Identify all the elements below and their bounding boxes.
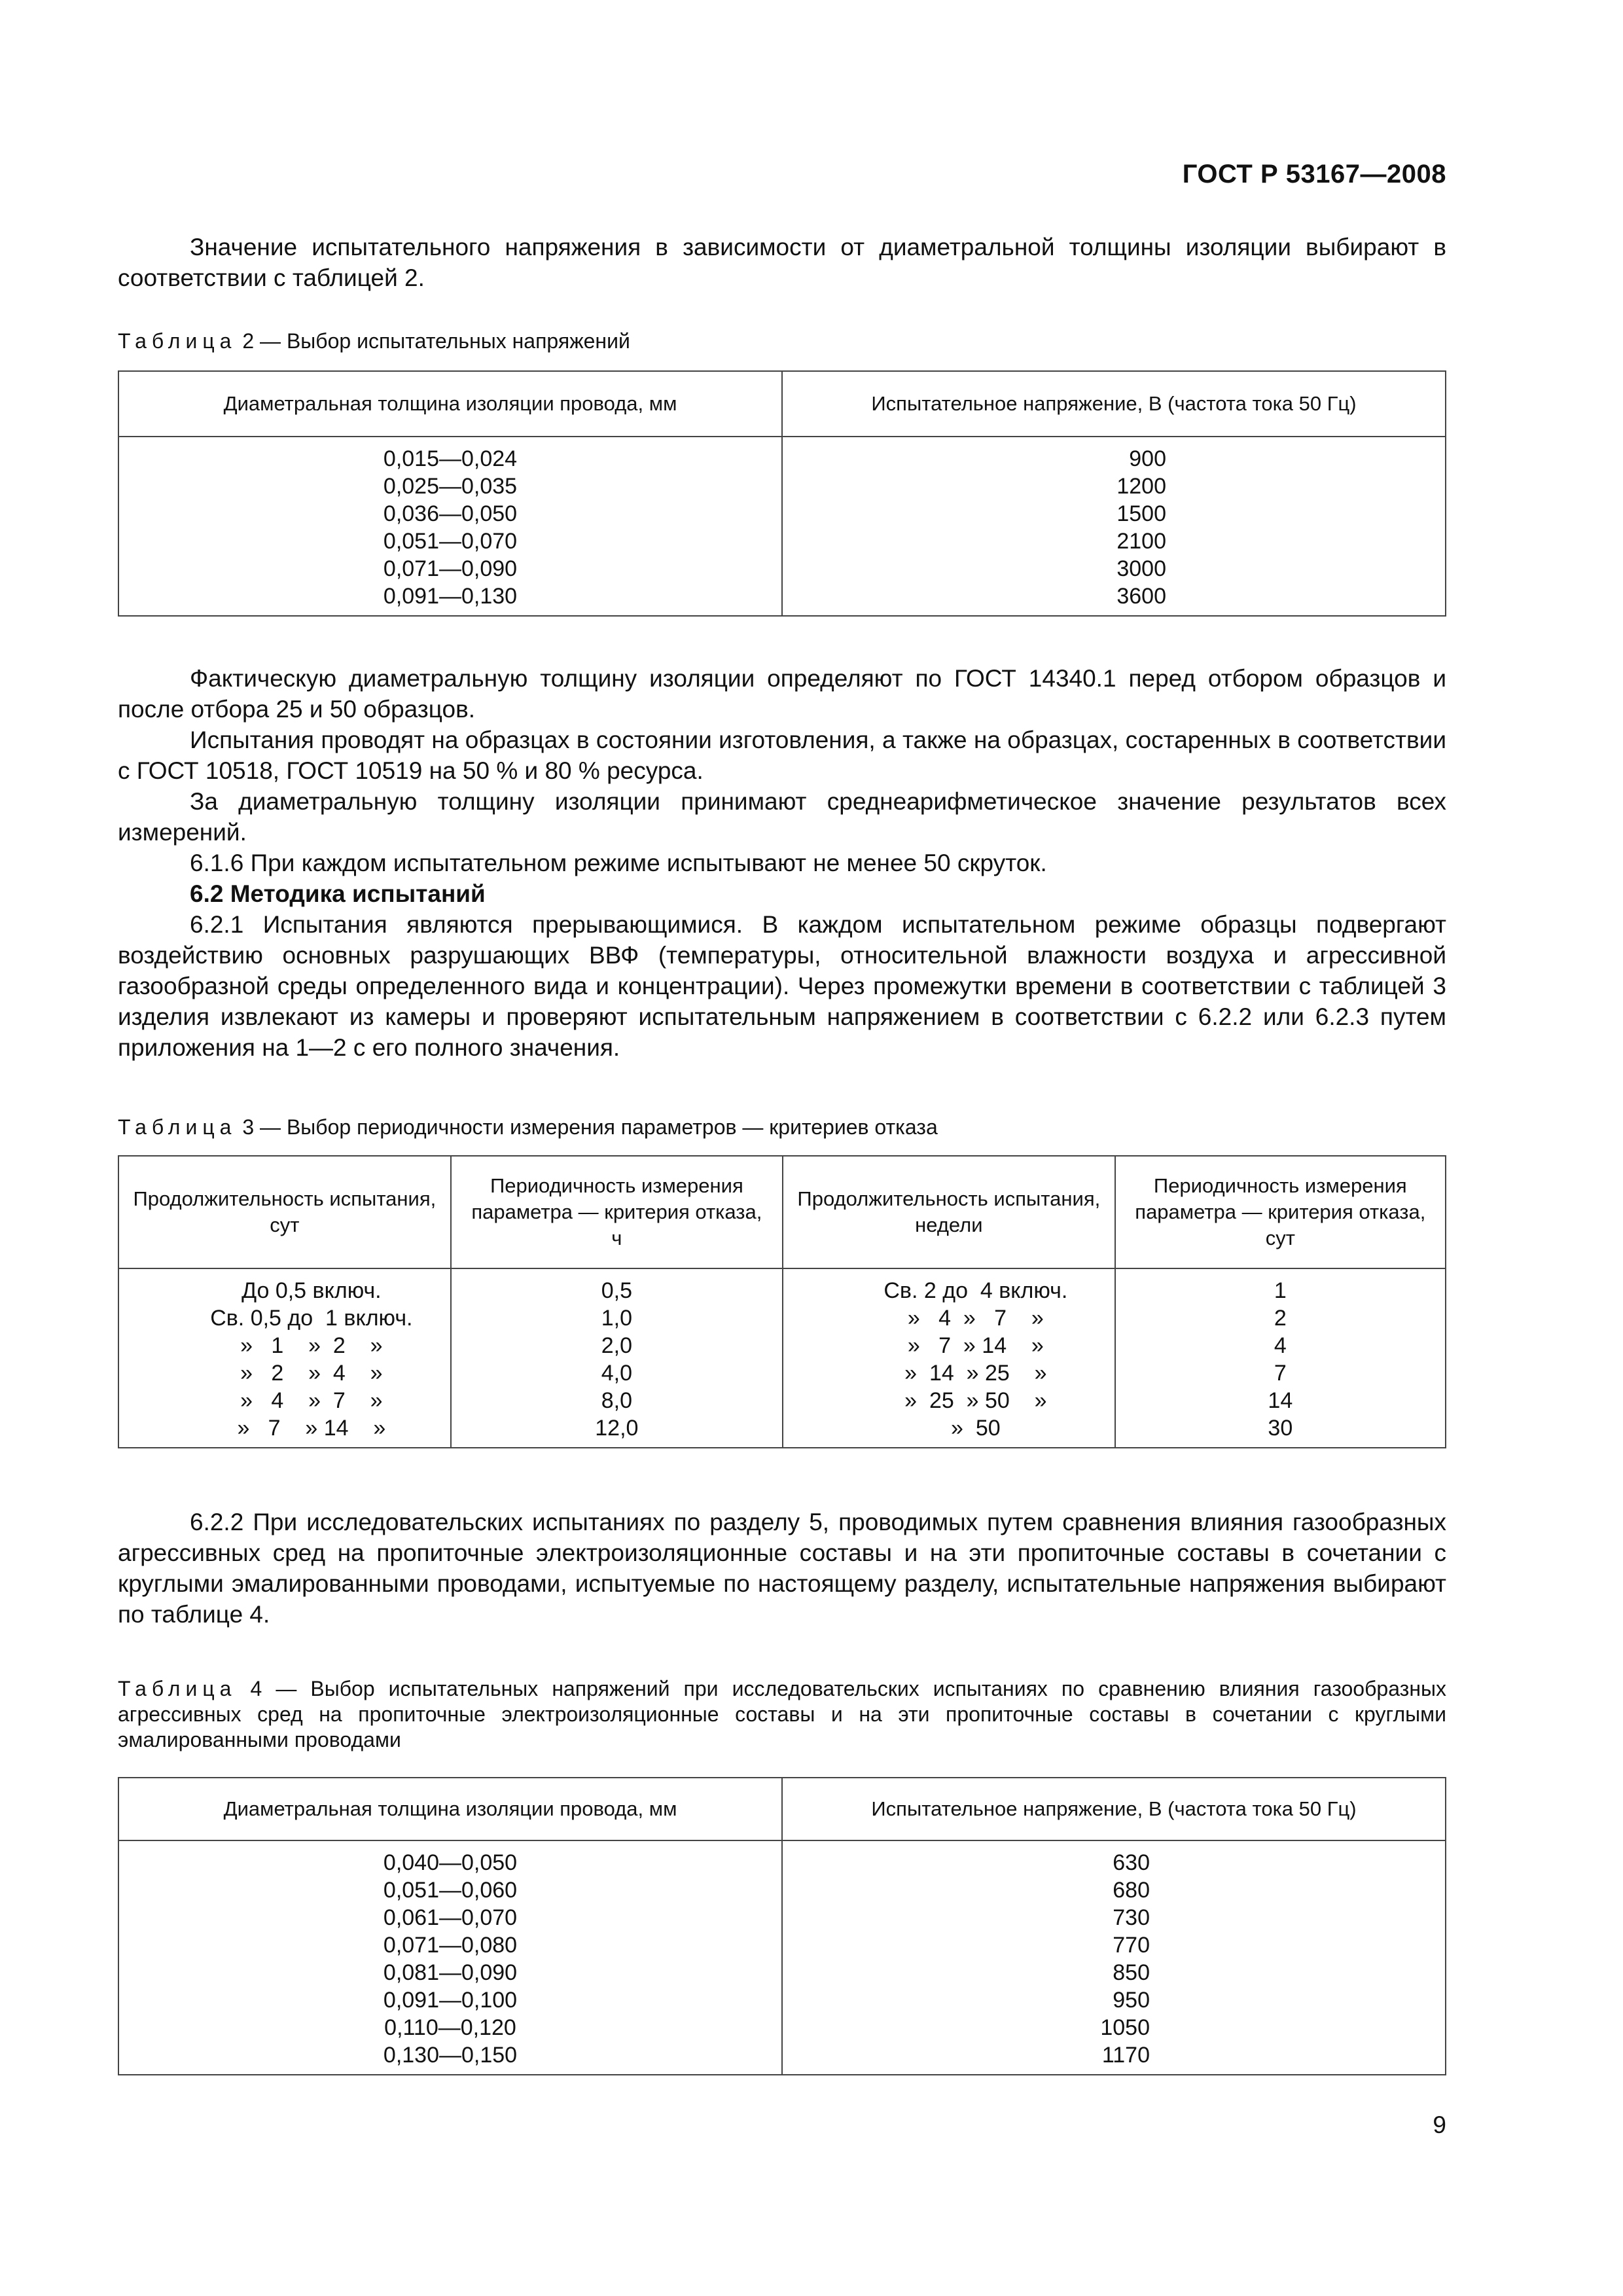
table4-caption (118, 1676, 1446, 1753)
table-row (118, 1931, 1446, 1959)
table4-caption-text: 4 — Выбор испытательных напряжений при исследовательских испытаниях по сравнению влияния газообразных агрессивных сред на пропиточные электроизоляционные составы и на эти пропиточные составы в сочетании с круглыми эмалированными проводами (118, 1677, 1446, 1751)
table-row (118, 1414, 1446, 1448)
table3-cell-period-days: 30 (1115, 1414, 1446, 1448)
table2-caption (118, 329, 1446, 354)
table3-cell-period-days: 1 (1115, 1268, 1446, 1304)
table-row (118, 1876, 1446, 1904)
table3-cell-duration-weeks: Св. 2 до 4 включ. (783, 1268, 1115, 1304)
paragraph-6-2-1: 6.2.1 Испытания являются прерывающимися. В каждом испытательном режиме образцы подвергают воздействию основных разрушающих ВВФ (температуры, относительной влажности воздуха и агрессивной газообразной среды определенного вида и концентрации). Через промежутки времени в соответствии с таблицей 3 изделия извлекают из камеры и проверяют испытательным напряжением в соответствии с 6.2.2 или 6.2.3 путем приложения на 1—2 с его полного значения. (118, 911, 1446, 1061)
table4-cell-voltage: 1170 (1101, 2043, 1150, 2068)
table3-cell-period-hours: 8,0 (451, 1387, 783, 1414)
table2-cell-voltage: 1500 (1116, 501, 1166, 526)
table3-cell-period-hours: 4,0 (451, 1359, 783, 1387)
table4-header-thickness: Диаметральная толщина изоляции провода, мм (118, 1778, 782, 1840)
table3-cell-period-days: 4 (1115, 1332, 1446, 1359)
table3-cell-period-hours: 1,0 (451, 1304, 783, 1332)
table4-cell-voltage: 950 (1113, 1988, 1150, 2013)
table-2 (118, 370, 1446, 617)
table3-cell-duration-days: До 0,5 включ. (118, 1268, 451, 1304)
table-row (118, 500, 1446, 528)
table3-cell-duration-days: » 1 » 2 » (118, 1332, 451, 1359)
table2-cell-thickness: 0,036—0,050 (383, 501, 518, 526)
table2-header-voltage: Испытательное напряжение, В (частота тока 50 Гц) (782, 371, 1446, 437)
table2-cell-thickness: 0,051—0,070 (383, 529, 518, 554)
table4-cell-voltage: 1050 (1100, 2015, 1150, 2040)
paragraph-average: За диаметральную толщину изоляции принимают среднеарифметическое значение результатов всех измерений. (118, 788, 1446, 846)
table-row (118, 1840, 1446, 1876)
table2-cell-voltage: 1200 (1116, 474, 1166, 499)
table4-caption-word: Таблица (118, 1677, 237, 1700)
intro-paragraph: Значение испытательного напряжения в зависимости от диаметральной толщины изоляции выбирают в соответствии с таблицей 2. (118, 234, 1446, 291)
table3-cell-period-days: 7 (1115, 1359, 1446, 1387)
table3-caption-word: Таблица (118, 1115, 237, 1139)
table3-cell-duration-days: » 2 » 4 » (118, 1359, 451, 1387)
table-row (118, 473, 1446, 500)
paragraph-thickness-measurement: Фактическую диаметральную толщину изоляции определяют по ГОСТ 14340.1 перед отбором образцов и после отбора 25 и 50 образцов. (118, 665, 1446, 723)
table2-caption-word: Таблица (118, 329, 237, 353)
table4-cell-thickness: 0,071—0,080 (383, 1933, 518, 1958)
table3-cell-duration-weeks: » 25 » 50 » (783, 1387, 1115, 1414)
table3-cell-period-hours: 2,0 (451, 1332, 783, 1359)
table-row (118, 1986, 1446, 2014)
table-row (118, 1904, 1446, 1931)
table3-header-duration-days: Продолжительность испытания, сут (118, 1156, 451, 1268)
table2-cell-voltage: 3000 (1116, 556, 1166, 581)
table3-caption-text: 3 — Выбор периодичности измерения параметров — критериев отказа (236, 1115, 938, 1139)
table3-cell-duration-days: » 7 » 14 » (118, 1414, 451, 1448)
table3-caption (118, 1115, 1446, 1140)
table2-cell-voltage: 2100 (1116, 529, 1166, 554)
document-header-id: ГОСТ Р 53167—2008 (1182, 160, 1446, 188)
table3-header-period-days: Периодичность измерения параметра — критерия отказа, сут (1115, 1156, 1446, 1268)
table3-cell-duration-weeks: » 14 » 25 » (783, 1359, 1115, 1387)
table3-cell-duration-weeks: » 4 » 7 » (783, 1304, 1115, 1332)
table2-cell-voltage: 900 (1129, 446, 1166, 471)
table4-cell-thickness: 0,110—0,120 (384, 2015, 516, 2040)
table2-caption-text: 2 — Выбор испытательных напряжений (236, 329, 630, 353)
table3-cell-period-hours: 12,0 (451, 1414, 783, 1448)
table-row (118, 1359, 1446, 1387)
table4-cell-thickness: 0,130—0,150 (383, 2043, 518, 2068)
table4-cell-thickness: 0,091—0,100 (383, 1988, 518, 2013)
table3-header-period-hours: Периодичность измерения параметра — критерия отказа, ч (451, 1156, 783, 1268)
table-row (118, 1959, 1446, 1986)
table-row (118, 2041, 1446, 2075)
table-row (118, 1332, 1446, 1359)
table-row (118, 1387, 1446, 1414)
table3-cell-period-hours: 0,5 (451, 1268, 783, 1304)
table-row (118, 1268, 1446, 1304)
table4-cell-thickness: 0,081—0,090 (383, 1960, 518, 1985)
table-row (118, 1304, 1446, 1332)
section-heading-6-2: 6.2 Методика испытаний (190, 880, 486, 907)
table-row (118, 2014, 1446, 2041)
table-4 (118, 1777, 1446, 2075)
table4-cell-voltage: 680 (1113, 1878, 1150, 1903)
table2-header-thickness: Диаметральная толщина изоляции провода, мм (118, 371, 782, 437)
table-row (118, 555, 1446, 583)
table-3 (118, 1155, 1446, 1448)
table4-cell-voltage: 630 (1113, 1850, 1150, 1875)
table4-cell-thickness: 0,040—0,050 (383, 1850, 518, 1875)
table4-cell-voltage: 770 (1113, 1933, 1150, 1958)
table2-cell-thickness: 0,025—0,035 (383, 474, 518, 499)
table4-header-voltage: Испытательное напряжение, В (частота тока 50 Гц) (782, 1778, 1446, 1840)
table4-cell-thickness: 0,051—0,060 (383, 1878, 518, 1903)
paragraph-samples: Испытания проводят на образцах в состоянии изготовления, а также на образцах, состаренных в соответствии с ГОСТ 10518, ГОСТ 10519 на 50 % и 80 % ресурса. (118, 726, 1446, 784)
table2-cell-thickness: 0,091—0,130 (383, 584, 518, 609)
table-row (118, 583, 1446, 616)
table-row (118, 437, 1446, 473)
table2-cell-thickness: 0,071—0,090 (383, 556, 518, 581)
table4-cell-voltage: 850 (1113, 1960, 1150, 1985)
table3-cell-duration-weeks: » 50 (783, 1414, 1115, 1448)
table3-cell-period-days: 2 (1115, 1304, 1446, 1332)
table2-cell-thickness: 0,015—0,024 (383, 446, 518, 471)
document-page (118, 0, 1446, 2296)
table3-cell-duration-weeks: » 7 » 14 » (783, 1332, 1115, 1359)
table3-header-duration-weeks: Продолжительность испытания, недели (783, 1156, 1115, 1268)
table3-cell-period-days: 14 (1115, 1387, 1446, 1414)
table3-cell-duration-days: Св. 0,5 до 1 включ. (118, 1304, 451, 1332)
paragraph-6-1-6: 6.1.6 При каждом испытательном режиме испытывают не менее 50 скруток. (190, 850, 1047, 876)
table2-cell-voltage: 3600 (1116, 584, 1166, 609)
table3-cell-duration-days: » 4 » 7 » (118, 1387, 451, 1414)
table-row (118, 528, 1446, 555)
page-number: 9 (1433, 2111, 1446, 2138)
table4-cell-voltage: 730 (1113, 1905, 1150, 1930)
table4-cell-thickness: 0,061—0,070 (383, 1905, 518, 1930)
paragraph-6-2-2: 6.2.2 При исследовательских испытаниях по разделу 5, проводимых путем сравнения влияния газообразных агрессивных сред на пропиточные электроизоляционные составы и на эти пропиточные составы в сочетании с круглыми эмалированными проводами, испытуемые по настоящему разделу, испытательные напряжения выбирают по таблице 4. (118, 1509, 1446, 1628)
